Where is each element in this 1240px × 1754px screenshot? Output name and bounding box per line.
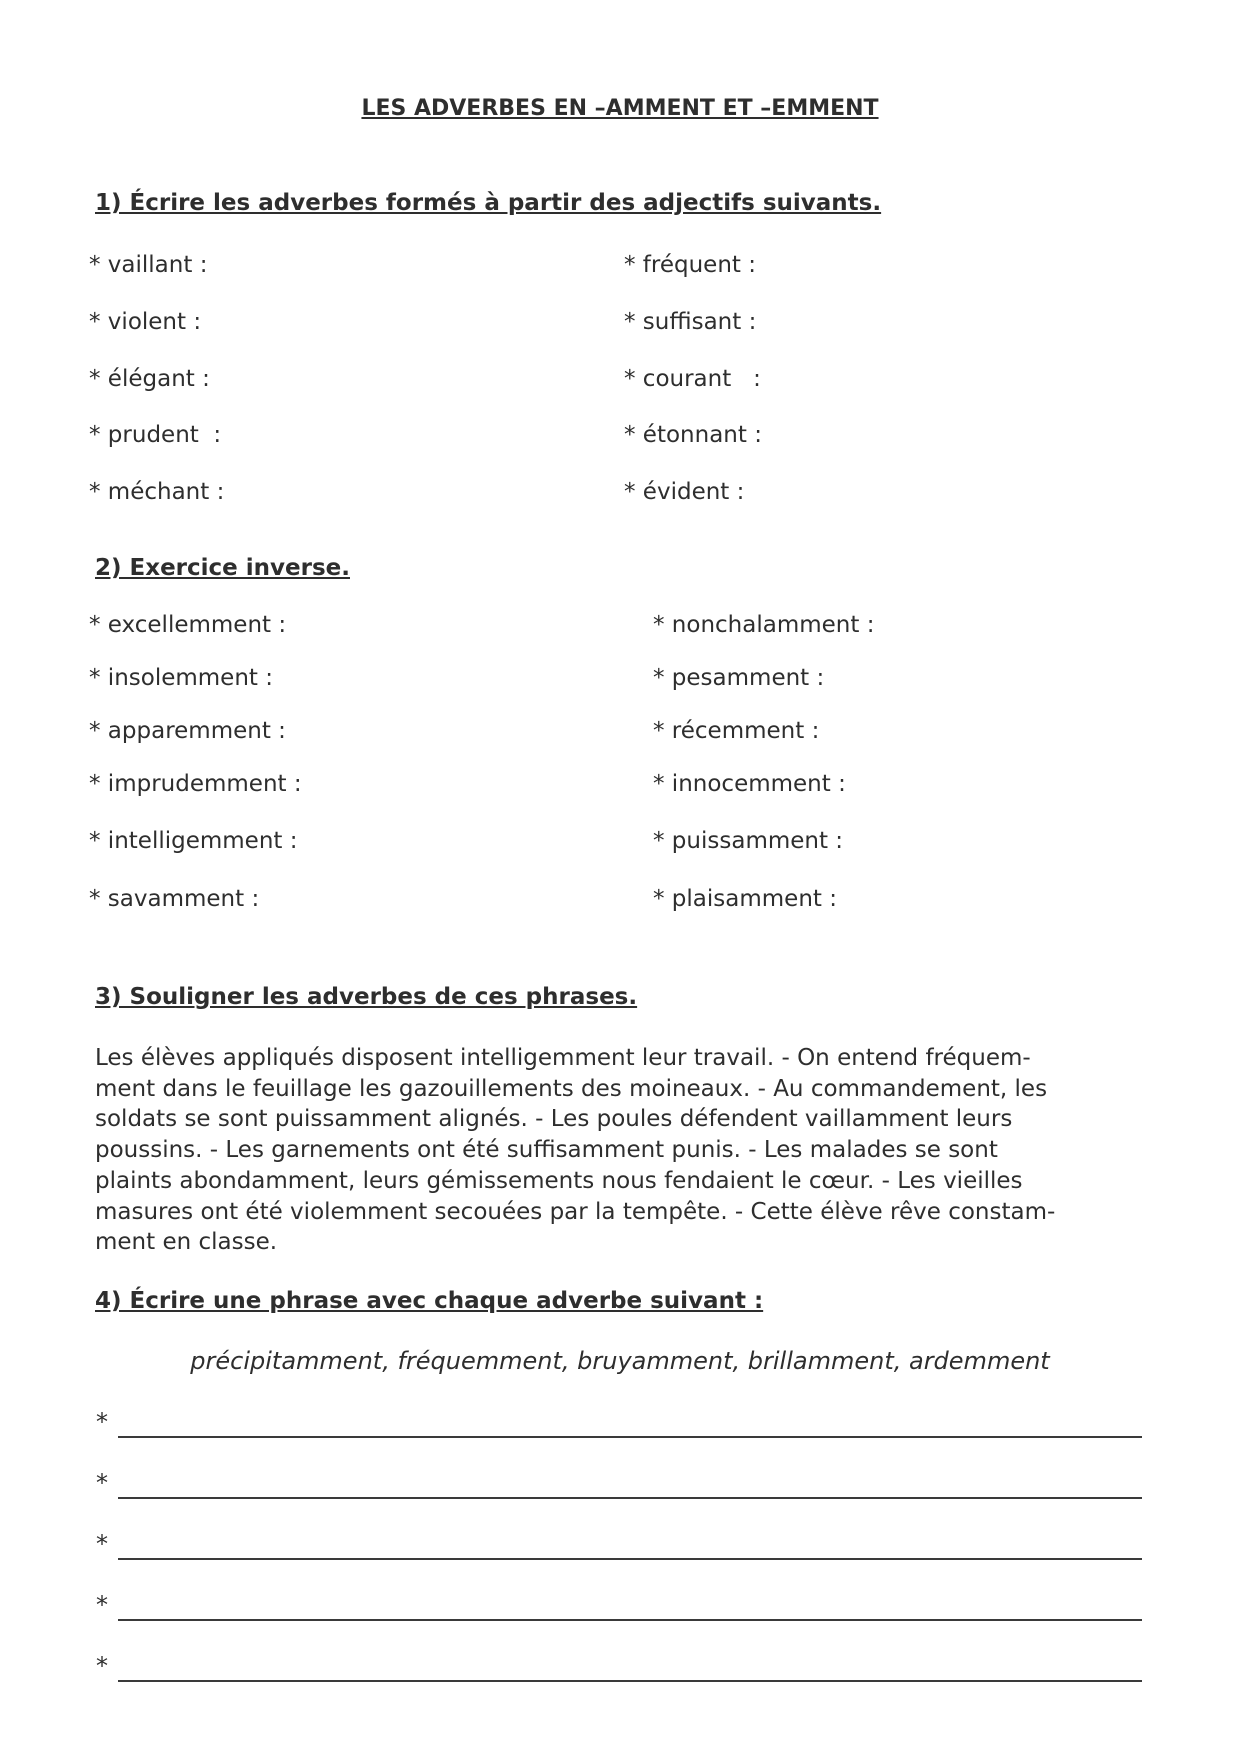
writing-line <box>118 1558 1142 1560</box>
paragraph-line: ment dans le feuillage les gazouillements des moineaux. - Au commandement, les <box>95 1075 1048 1102</box>
adverb-item: * savamment : <box>89 886 260 912</box>
adverb-item: * insolemment : <box>89 665 273 691</box>
page-title: LES ADVERBES EN –AMMENT ET –EMMENT <box>361 96 879 121</box>
bullet: * <box>96 1591 108 1619</box>
adverb-item: * innocemment : <box>653 771 846 797</box>
adjective-item: * méchant : <box>89 479 225 505</box>
answer-line[interactable] <box>96 1469 1142 1501</box>
writing-line <box>118 1436 1142 1438</box>
adverb-item: * imprudemment : <box>89 771 302 797</box>
section-3-heading: 3) Souligner les adverbes de ces phrases. <box>95 984 638 1010</box>
adverb-item: * intelligemment : <box>89 828 298 854</box>
adverb-item: * pesamment : <box>653 665 825 691</box>
writing-line <box>118 1497 1142 1499</box>
adjective-item: * courant : <box>624 366 761 392</box>
adjective-item: * suffisant : <box>624 309 757 335</box>
exercise-paragraph <box>95 1043 1155 1258</box>
answer-line[interactable] <box>96 1591 1142 1623</box>
bullet: * <box>96 1408 108 1436</box>
adverb-item: * apparemment : <box>89 718 286 744</box>
adjective-item: * violent : <box>89 309 202 335</box>
adjective-item: * prudent : <box>89 422 222 448</box>
adjective-item: * évident : <box>624 479 745 505</box>
paragraph-line: soldats se sont puissamment alignés. - Les poules défendent vaillamment leurs <box>95 1106 1013 1133</box>
adverb-item: * récemment : <box>653 718 820 744</box>
writing-line <box>118 1619 1142 1621</box>
paragraph-line: masures ont été violemment secouées par la tempête. - Cette élève rêve constam- <box>95 1198 1056 1225</box>
paragraph-line: Les élèves appliqués disposent intelligemment leur travail. - On entend fréquem- <box>95 1045 1031 1071</box>
adjective-item: * vaillant : <box>89 252 208 278</box>
adjective-item: * élégant : <box>89 366 210 392</box>
paragraph-line: ment en classe. <box>95 1229 278 1256</box>
section-1-heading: 1) Écrire les adverbes formés à partir des adjectifs suivants. <box>95 190 882 216</box>
adjective-item: * étonnant : <box>624 422 762 448</box>
bullet: * <box>96 1469 108 1497</box>
section-4-heading: 4) Écrire une phrase avec chaque adverbe suivant : <box>95 1288 764 1314</box>
answer-line[interactable] <box>96 1530 1142 1562</box>
answer-line[interactable] <box>96 1652 1142 1684</box>
adverb-item: * puissamment : <box>653 828 844 854</box>
adverb-item: * nonchalamment : <box>653 612 875 638</box>
bullet: * <box>96 1530 108 1558</box>
writing-line <box>118 1680 1142 1682</box>
adverb-list: précipitamment, fréquemment, bruyamment, brillamment, ardemment <box>190 1347 1050 1375</box>
bullet: * <box>96 1652 108 1680</box>
paragraph-line: poussins. - Les garnements ont été suffisamment punis. - Les malades se sont <box>95 1137 998 1164</box>
adjective-item: * fréquent : <box>624 252 756 278</box>
adverb-item: * excellemment : <box>89 612 287 638</box>
section-2-heading: 2) Exercice inverse. <box>95 555 350 581</box>
answer-line[interactable] <box>96 1408 1142 1440</box>
paragraph-line: plaints abondamment, leurs gémissements nous fendaient le cœur. - Les vieilles <box>95 1167 1023 1194</box>
adverb-item: * plaisamment : <box>653 886 837 912</box>
